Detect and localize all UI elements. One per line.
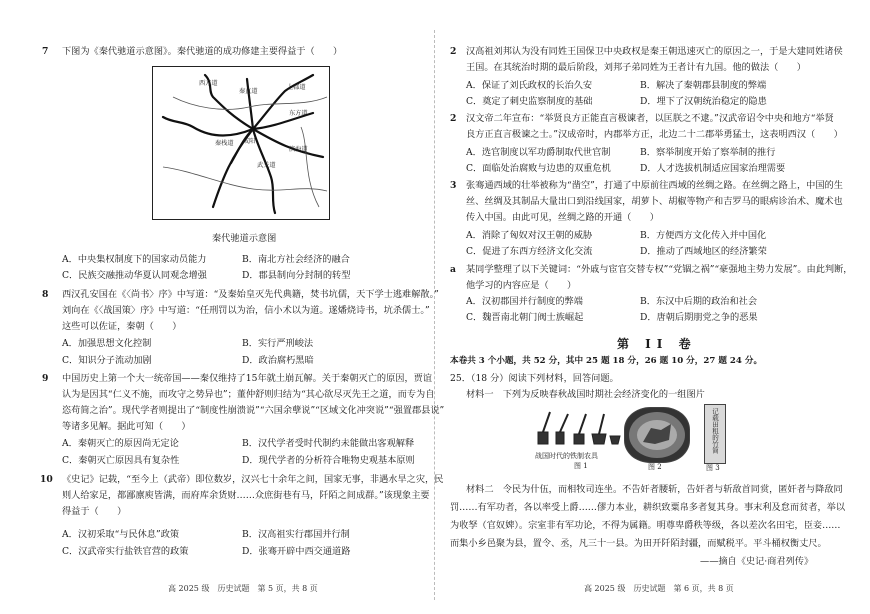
question-line: 认为是因其“仁义不施，而攻守之势异也”；董仲舒则归结为“其心欲尽灭先王之道，而专为自 [62, 389, 435, 400]
page-footer-right: 高 2025 级 历史试题 第 6 页，共 8 页 [584, 584, 734, 593]
question-line: 中国历史上第一个大一统帝国——秦仅维持了15年就土崩瓦解。关于秦朝灭亡的原因，贾谊 [62, 373, 433, 384]
question-number: 10 [40, 474, 53, 485]
section-title: 第 II 卷 [617, 337, 697, 351]
material-two-line: 罚……有军功者，各以率受上爵……僇力本业，耕织致粟帛多者复其身。事末利及怠而贫者，举以 [450, 502, 846, 513]
option-a[interactable]: A．汉初采取“与民休息”政策 [62, 529, 180, 540]
question-line: 汉高祖刘邦认为没有同姓王国保卫中央政权是秦王朝迅速灭亡的原因之一，于是大建同姓诸侯 [466, 46, 843, 57]
option-c[interactable]: C．秦朝灭亡原因具有复杂性 [62, 455, 180, 466]
option-d[interactable]: D．唐朝后期朋党之争的恶果 [640, 312, 758, 323]
option-b[interactable]: B．方便西方文化传入并中国化 [640, 230, 767, 241]
option-a[interactable]: A．中央集权制度下的国家动员能力 [62, 254, 207, 265]
question-head: 25．（18 分）阅读下列材料，回答问题。 [450, 373, 619, 384]
map-caption: 秦代驰道示意图 [212, 233, 277, 244]
figure-1-label: 图 1 [574, 462, 588, 470]
question-line: 刘向在《〈战国策〉序》中写道：“任刑罚以为治，信小术以为道。遂燔烧诗书，坑杀儒士。” [62, 305, 430, 316]
question-line: 张骞通西域的壮举被称为“凿空”，打通了中原前往西域的丝绸之路。在丝绸之路上，中国的生 [466, 180, 843, 191]
qin-road-map-drawing [153, 67, 329, 219]
question-line: 汉文帝二年宣布：“举贤良方正能直言极谏者，以匡朕之不逮。”汉武帝诏令中央和地方“举贤 [466, 113, 834, 124]
page-divider [434, 30, 435, 600]
option-a[interactable]: A．保证了刘氏政权的长治久安 [466, 80, 593, 91]
map-label-coast-road: 滨海道 [289, 146, 308, 153]
figure-2-drawing [625, 408, 689, 462]
figure-2-label: 图 2 [648, 463, 662, 471]
material-two-line: 为收孥（官奴婢）。宗室非有军功论，不得为属籍。明尊卑爵秩等级，各以差次名田宅，臣妾…… [450, 520, 841, 531]
question-number: 2 [450, 46, 457, 57]
qin-road-map [152, 66, 330, 220]
map-label-east-road: 东方道 [289, 110, 308, 117]
page-footer-left: 高 2025 级 历史试题 第 5 页，共 8 页 [168, 584, 318, 593]
question-line: 传入中国。由此可见，丝绸之路的开通（ ） [466, 212, 659, 223]
question-line: 恣苟简之治”。现代学者则提出了“制度性崩溃说”“六国余孽说”“区域文化冲突说”“强置郡县说” [62, 405, 445, 416]
option-c[interactable]: C．魏晋南北朝门阀士族崛起 [466, 312, 584, 323]
figure-3-bamboo-slip [704, 404, 726, 464]
question-number: a [450, 264, 456, 275]
option-b[interactable]: B．实行严刑峻法 [242, 338, 314, 349]
map-label-xianyang: 成阳 [243, 138, 256, 145]
figure-2-image [624, 407, 690, 463]
option-b[interactable]: B．察举制度开始了察举制的推行 [640, 147, 776, 158]
question-number: 8 [42, 289, 49, 300]
question-line: 王国。在其统治时期的最后阶段，刘邦子弟同姓为王者计有九国。他的做法（ ） [466, 62, 806, 73]
option-d[interactable]: D．推动了西域地区的经济繁荣 [640, 246, 767, 257]
iron-tools-drawing [534, 410, 622, 448]
option-b[interactable]: B．解决了秦朝郡县制度的弊端 [640, 80, 767, 91]
material-two-line: 而集小乡邑聚为县，置令、丞，凡三十一县。为田开阡陌封疆，而赋税平。平斗桶权衡丈尺。 [450, 538, 827, 549]
question-line: 丝、丝绸及其制品大量出口到沿线国家，胡萝卜、胡椒等物产和吉罗马的眼病诊治术、魔术也 [466, 196, 843, 207]
question-line: 则人给家足，都鄙廪庾皆满，而府库余货财……众庶街巷有马，阡陌之间成群。”该现象主要 [62, 490, 430, 501]
option-b[interactable]: B．南北方社会经济的融合 [242, 254, 350, 265]
question-line: 得益于（ ） [62, 506, 127, 517]
map-label-straight-road: 秦直道 [239, 88, 258, 95]
question-stem: 下图为《秦代驰道示意图》。秦代驰道的成功修建主要得益于（ ） [62, 46, 343, 57]
figure-3-label: 图 3 [706, 464, 720, 472]
option-c[interactable]: C．面临处治腐败与边患的双重危机 [466, 163, 611, 174]
option-b[interactable]: B．汉高祖实行郡国并行制 [242, 529, 350, 540]
option-a[interactable]: A．汉初郡国并行制度的弊端 [466, 296, 583, 307]
question-line: 这些可以佐证，秦朝（ ） [62, 321, 182, 332]
map-label-shangjun-road: 上郡道 [287, 84, 306, 91]
option-d[interactable]: D．人才选拔机制适应国家治理需要 [640, 163, 786, 174]
material-one: 材料一 下列为反映春秋战国时期社会经济变化的一组图片 [466, 389, 705, 400]
source-citation: ——摘自《史记·商君列传》 [700, 556, 814, 567]
option-d[interactable]: D．埋下了汉朝统治稳定的隐患 [640, 96, 767, 107]
option-c[interactable]: C．民族交融推动华夏认同观念增强 [62, 270, 207, 281]
question-line: 良方正直言极谏之士。”汉成帝时，内郡举方正，北边二十二郡举勇猛士，这表明西汉（ ） [466, 129, 843, 140]
option-c[interactable]: C．知识分子流动加剧 [62, 355, 152, 366]
option-c[interactable]: C．促进了东西方经济文化交流 [466, 246, 593, 257]
question-line: 等诸多见解。据此可知（ ） [62, 421, 191, 432]
option-a[interactable]: A．选官制度以军功爵制取代世官制 [466, 147, 611, 158]
question-line: 某同学整理了以下关键词：“外戚与宦官交替专权”“党锢之祸”“豪强地主势力发展”。由此判断， [466, 264, 853, 275]
option-d[interactable]: D．张骞开辟中西交通道路 [242, 546, 351, 557]
figure-3-text: 记载田租的竹简 [711, 408, 719, 454]
map-label-west-road: 西方道 [199, 80, 218, 87]
question-number: 2 [450, 113, 457, 124]
figure-1-caption: 战国时代的铁制农具 [535, 452, 598, 460]
option-d[interactable]: D．政治腐朽黑暗 [242, 355, 314, 366]
question-number: 7 [42, 46, 49, 57]
option-a[interactable]: A．加强思想文化控制 [62, 338, 152, 349]
question-line: 西汉孔安国在《〈尚书〉序》中写道：“及秦始皇灭先代典籍，焚书坑儒，天下学士逃难解散。” [62, 289, 439, 300]
section-note: 本卷共 3 个小题，共 52 分，其中 25 题 18 分，26 题 10 分，27 题 24 分。 [450, 356, 763, 366]
question-number: 3 [450, 180, 457, 191]
option-c[interactable]: C．汉武帝实行盐铁官营的政策 [62, 546, 189, 557]
map-label-wuguan-road: 武关道 [257, 162, 276, 169]
option-b[interactable]: B．汉代学者受时代制约未能做出客观解释 [242, 438, 415, 449]
figure-1-iron-tools [534, 410, 622, 458]
question-number: 9 [42, 373, 49, 384]
material-two-line: 材料二 令民为什伍，而相牧司连坐。不告奸者腰斩，告奸者与斩敌首同赏，匿奸者与降敌同 [466, 484, 843, 495]
option-d[interactable]: D．郡县制向分封制的转型 [242, 270, 351, 281]
option-b[interactable]: B．东汉中后期的政治和社会 [640, 296, 758, 307]
option-a[interactable]: A．秦朝灭亡的原因尚无定论 [62, 438, 179, 449]
question-line: 《史记》记载，“至今上（武帝）即位数岁，汉兴七十余年之间，国家无事，非遇水旱之灾，民 [62, 474, 444, 485]
option-d[interactable]: D．现代学者的分析符合唯物史观基本原则 [242, 455, 415, 466]
option-a[interactable]: A．消除了匈奴对汉王朝的威胁 [466, 230, 593, 241]
option-c[interactable]: C．奠定了刺史监察制度的基础 [466, 96, 593, 107]
map-label-plank-road: 秦栈道 [215, 140, 234, 147]
question-line: 他学习的内容应是（ ） [466, 280, 577, 291]
